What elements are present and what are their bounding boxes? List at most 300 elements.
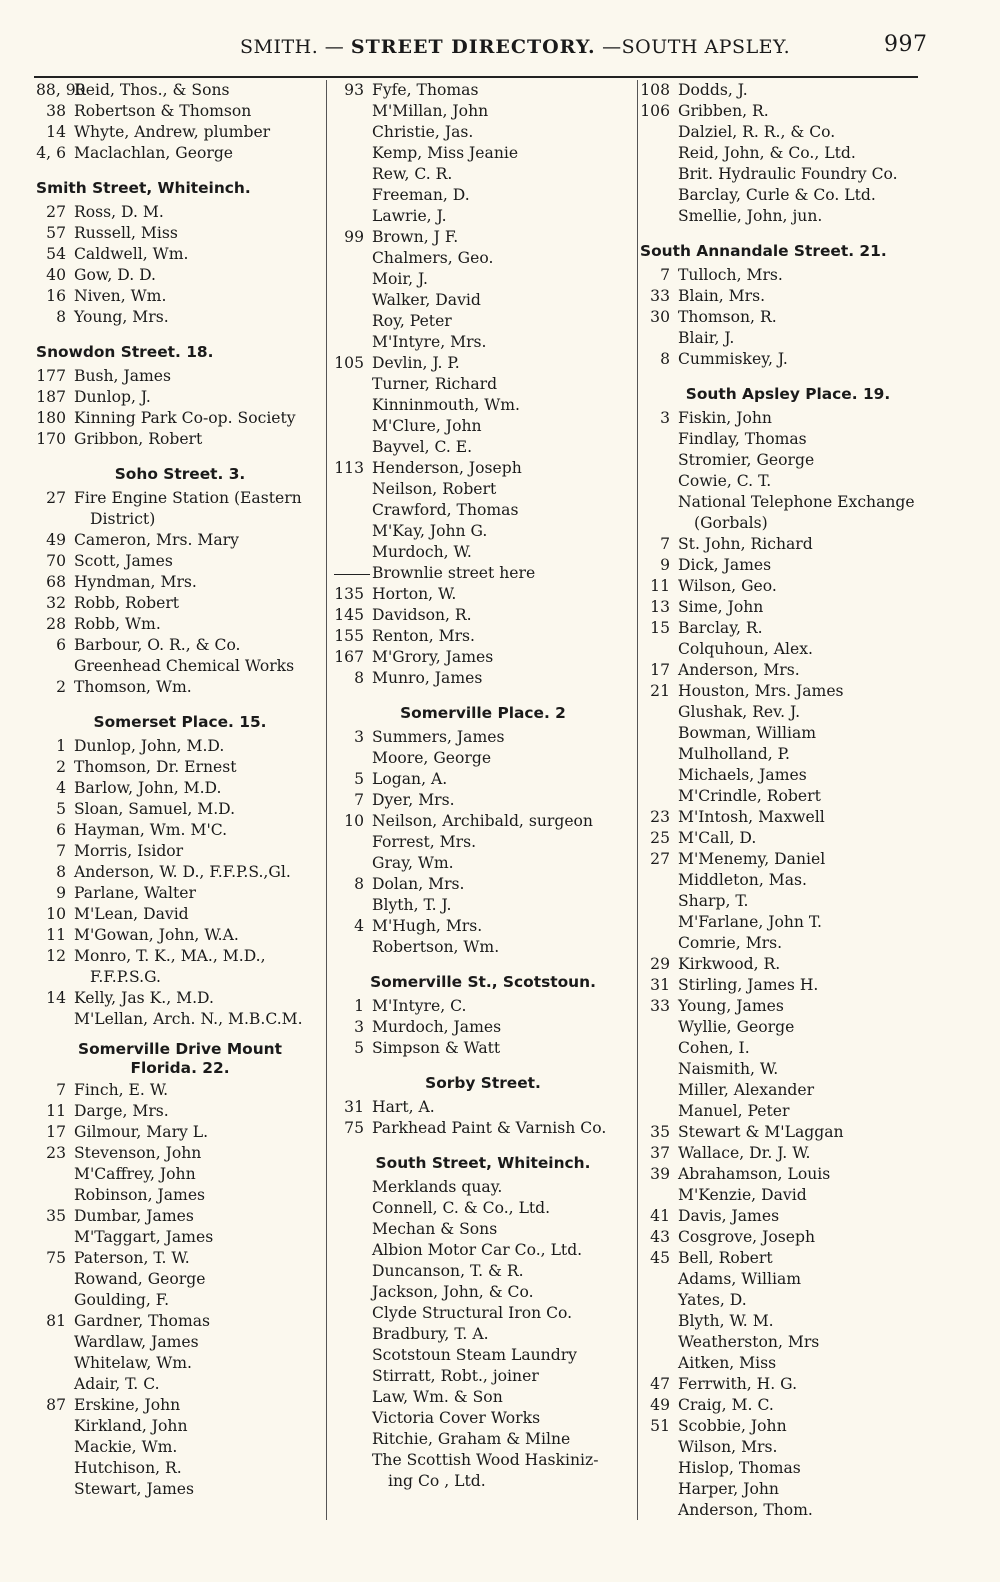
directory-entry (36, 614, 324, 635)
directory-entry (36, 946, 324, 967)
house-number: 21 (650, 682, 670, 700)
directory-entry (334, 584, 632, 605)
occupant-name: Comrie, Mrs. (678, 934, 783, 952)
occupant-name: Fiskin, John (678, 409, 772, 427)
occupant-name: Logan, A. (372, 770, 448, 788)
occupant-name: Cummiskey, J. (678, 350, 788, 368)
occupant-name: Hayman, Wm. M'C. (74, 821, 228, 839)
directory-entry (36, 1122, 324, 1143)
occupant-name: Blyth, W. M. (678, 1312, 774, 1330)
occupant-name: Hutchison, R. (74, 1459, 182, 1477)
directory-entry (334, 353, 632, 374)
directory-entry (640, 1332, 936, 1353)
occupant-name: Dunlop, John, M.D. (74, 737, 225, 755)
occupant-name: Dunlop, J. (74, 388, 151, 406)
occupant-name: Freeman, D. (372, 186, 470, 204)
occupant-name: Barclay, R. (678, 619, 763, 637)
directory-entry (36, 1290, 324, 1311)
house-number: 45 (650, 1249, 670, 1267)
directory-entry (334, 1198, 632, 1219)
directory-entry (334, 1240, 632, 1261)
directory-entry (334, 790, 632, 811)
house-number: 8 (56, 308, 66, 326)
house-number: 7 (354, 791, 364, 809)
occupant-name: Craig, M. C. (678, 1396, 774, 1414)
directory-entry (640, 870, 936, 891)
house-number: 25 (650, 829, 670, 847)
occupant-name: Bell, Robert (678, 1249, 773, 1267)
directory-entry (640, 828, 936, 849)
occupant-name: Wallace, Dr. J. W. (678, 1144, 811, 1162)
occupant-name: Houston, Mrs. James (678, 682, 844, 700)
directory-entry (334, 1429, 632, 1450)
directory-entry (640, 80, 936, 101)
occupant-name: M'Intyre, Mrs. (372, 333, 487, 351)
directory-entry (640, 576, 936, 597)
directory-entry (36, 265, 324, 286)
occupant-name: Kinninmouth, Wm. (372, 396, 520, 414)
directory-entry (640, 597, 936, 618)
directory-entry (334, 332, 632, 353)
occupant-name: Smellie, John, jun. (678, 207, 823, 225)
page-number: 997 (884, 32, 928, 57)
house-number: 13 (650, 598, 670, 616)
directory-entry (640, 1395, 936, 1416)
directory-entry (334, 668, 632, 689)
street-heading: South Apsley Place. 19. (685, 385, 891, 403)
occupant-name: Summers, James (372, 728, 505, 746)
house-number: 180 (36, 409, 66, 427)
directory-entry (640, 660, 936, 681)
directory-entry (640, 1290, 936, 1311)
occupant-name: National Telephone Exchange (678, 493, 915, 511)
entry-continuation (334, 1471, 632, 1492)
occupant-name: Aitken, Miss (678, 1354, 777, 1372)
house-number: 17 (46, 1123, 66, 1141)
directory-entry (334, 1387, 632, 1408)
column-1 (36, 80, 324, 1500)
house-number: 27 (650, 850, 670, 868)
occupant-name: M'Intyre, C. (372, 997, 467, 1015)
directory-entry (334, 626, 632, 647)
directory-entry (640, 786, 936, 807)
house-number: 7 (660, 266, 670, 284)
directory-entry (36, 572, 324, 593)
occupant-name: Adams, William (678, 1270, 802, 1288)
directory-entry (640, 1416, 936, 1437)
house-number: 8 (660, 350, 670, 368)
directory-entry (334, 227, 632, 248)
occupant-name: Barbour, O. R., & Co. (74, 636, 241, 654)
house-number: 37 (650, 1144, 670, 1162)
occupant-name: Brit. Hydraulic Foundry Co. (678, 165, 898, 183)
directory-entry (334, 479, 632, 500)
street-heading: Snowdon Street. 18. (36, 343, 214, 361)
occupant-name: Ross, D. M. (74, 203, 164, 221)
occupant-name: Hislop, Thomas (678, 1459, 801, 1477)
directory-entry (334, 916, 632, 937)
house-number: 41 (650, 1207, 670, 1225)
street-heading: South Street, Whiteinch. (375, 1154, 591, 1172)
occupant-name: Erskine, John (74, 1396, 181, 1414)
occupant-name: M'Farlane, John T. (678, 913, 822, 931)
directory-entry (36, 1479, 324, 1500)
directory-entry (36, 408, 324, 429)
occupant-name: Hyndman, Mrs. (74, 573, 197, 591)
occupant-name: M'Millan, John (372, 102, 489, 120)
directory-entry (640, 1437, 936, 1458)
directory-entry (640, 1101, 936, 1122)
occupant-name: Barlow, John, M.D. (74, 779, 222, 797)
entry-continuation (640, 513, 936, 534)
occupant-name: Sime, John (678, 598, 764, 616)
house-number: 8 (354, 669, 364, 687)
occupant-name: Rew, C. R. (372, 165, 453, 183)
house-number: 27 (46, 203, 66, 221)
directory-entry (334, 521, 632, 542)
occupant-name: Harper, John (678, 1480, 779, 1498)
house-number: 99 (344, 228, 364, 246)
directory-entry (640, 891, 936, 912)
directory-entry (36, 778, 324, 799)
directory-entry (334, 311, 632, 332)
occupant-name: Victoria Cover Works (372, 1409, 541, 1427)
running-head-right: —SOUTH APSLEY. (602, 36, 791, 58)
occupant-name: Moir, J. (372, 270, 428, 288)
occupant-name: Tulloch, Mrs. (678, 266, 783, 284)
entry-text: ing Co , Ltd. (388, 1472, 486, 1490)
occupant-name: Law, Wm. & Son (372, 1388, 503, 1406)
directory-entry (36, 1437, 324, 1458)
occupant-name: Wilson, Mrs. (678, 1438, 778, 1456)
directory-entry (640, 328, 936, 349)
occupant-name: Thomson, R. (678, 308, 777, 326)
column-divider (326, 80, 327, 1520)
occupant-name: Renton, Mrs. (372, 627, 476, 645)
directory-entry (334, 1324, 632, 1345)
occupant-name: M'Lean, David (74, 905, 189, 923)
occupant-name: Bayvel, C. E. (372, 438, 473, 456)
directory-entry (334, 937, 632, 958)
occupant-name: Dolan, Mrs. (372, 875, 465, 893)
occupant-name: Greenhead Chemical Works (74, 657, 295, 675)
house-number: 35 (650, 1123, 670, 1141)
directory-entry (334, 80, 632, 101)
column-3 (640, 80, 936, 1521)
occupant-name: Blair, J. (678, 329, 735, 347)
occupant-name: Cosgrove, Joseph (678, 1228, 815, 1246)
occupant-name: Bush, James (74, 367, 172, 385)
directory-entry (640, 534, 936, 555)
occupant-name: Murdoch, James (372, 1018, 502, 1036)
occupant-name: Cohen, I. (678, 1039, 750, 1057)
directory-entry (640, 1017, 936, 1038)
house-number: 145 (334, 606, 364, 624)
directory-entry (640, 265, 936, 286)
occupant-name: Merklands quay. (372, 1178, 503, 1196)
house-number: 17 (650, 661, 670, 679)
directory-entry (36, 101, 324, 122)
occupant-name: Chalmers, Geo. (372, 249, 494, 267)
house-number: 54 (46, 245, 66, 263)
directory-entry (640, 185, 936, 206)
directory-entry (334, 1097, 632, 1118)
directory-entry (334, 248, 632, 269)
directory-entry (334, 811, 632, 832)
house-number: 88, 90 (36, 81, 86, 99)
house-number: 8 (56, 863, 66, 881)
directory-entry (334, 1261, 632, 1282)
house-number: 108 (640, 81, 670, 99)
running-head-left: SMITH. — (240, 36, 345, 58)
occupant-name: Dick, James (678, 556, 772, 574)
house-number: 135 (334, 585, 364, 603)
directory-entry (640, 206, 936, 227)
occupant-name: Barclay, Curle & Co. Ltd. (678, 186, 876, 204)
house-number: 3 (660, 409, 670, 427)
occupant-name: Niven, Wm. (74, 287, 167, 305)
occupant-name: Jackson, John, & Co. (372, 1283, 534, 1301)
directory-entry (36, 1009, 324, 1030)
directory-entry (640, 996, 936, 1017)
occupant-name: Gray, Wm. (372, 854, 454, 872)
directory-entry (36, 1395, 324, 1416)
occupant-name: Kelly, Jas K., M.D. (74, 989, 214, 1007)
directory-entry (36, 1101, 324, 1122)
house-number: 9 (56, 884, 66, 902)
directory-entry (640, 555, 936, 576)
directory-entry (36, 1416, 324, 1437)
directory-entry (334, 416, 632, 437)
occupant-name: Ferrwith, H. G. (678, 1375, 798, 1393)
occupant-name: Dyer, Mrs. (372, 791, 455, 809)
occupant-name: Yates, D. (678, 1291, 747, 1309)
page-header (0, 24, 1000, 64)
occupant-name: Michaels, James (678, 766, 807, 784)
occupant-name: Wardlaw, James (74, 1333, 199, 1351)
directory-entry (334, 437, 632, 458)
occupant-name: Simpson & Watt (372, 1039, 501, 1057)
house-number: 113 (334, 459, 364, 477)
directory-entry (640, 1059, 936, 1080)
directory-entry (640, 492, 936, 513)
directory-entry (36, 1332, 324, 1353)
directory-entry (334, 500, 632, 521)
directory-entry (640, 307, 936, 328)
occupant-name: Wilson, Geo. (678, 577, 777, 595)
directory-entry (36, 387, 324, 408)
directory-entry (334, 101, 632, 122)
directory-entry (640, 1080, 936, 1101)
directory-entry (334, 185, 632, 206)
street-heading: Somerville Drive Mount Florida. 22. (77, 1040, 282, 1077)
occupant-name: Robb, Wm. (74, 615, 161, 633)
house-number: 23 (46, 1144, 66, 1162)
directory-entry (334, 1282, 632, 1303)
house-number: 1 (354, 997, 364, 1015)
occupant-name: M'Crindle, Robert (678, 787, 821, 805)
house-number: 16 (46, 287, 66, 305)
house-number: 7 (56, 842, 66, 860)
directory-entry (640, 1269, 936, 1290)
directory-entry (640, 618, 936, 639)
occupant-name: Christie, Jas. (372, 123, 474, 141)
occupant-name: Murdoch, W. (372, 543, 472, 561)
occupant-name: Lawrie, J. (372, 207, 447, 225)
directory-entry (36, 656, 324, 677)
occupant-name: Dalziel, R. R., & Co. (678, 123, 836, 141)
occupant-name: Mackie, Wm. (74, 1438, 178, 1456)
directory-entry (36, 841, 324, 862)
directory-entry (36, 677, 324, 698)
occupant-name: Robinson, James (74, 1186, 206, 1204)
house-number: 11 (650, 577, 670, 595)
occupant-name: Wyllie, George (678, 1018, 795, 1036)
occupant-name: Paterson, T. W. (74, 1249, 190, 1267)
directory-entry (36, 1374, 324, 1395)
occupant-name: Whitelaw, Wm. (74, 1354, 193, 1372)
directory-entry (334, 1366, 632, 1387)
house-number: 12 (46, 947, 66, 965)
directory-entry (640, 429, 936, 450)
occupant-name: Scott, James (74, 552, 173, 570)
house-number: 27 (46, 489, 66, 507)
directory-entry (334, 647, 632, 668)
occupant-name: Walker, David (372, 291, 481, 309)
house-number: 11 (46, 926, 66, 944)
house-number: 39 (650, 1165, 670, 1183)
occupant-name: Duncanson, T. & R. (372, 1262, 524, 1280)
directory-entry (334, 1303, 632, 1324)
directory-entry (640, 975, 936, 996)
occupant-name: Munro, James (372, 669, 483, 687)
directory-entry (640, 1479, 936, 1500)
column-2 (334, 80, 632, 1492)
occupant-name: Davis, James (678, 1207, 780, 1225)
directory-entry (36, 307, 324, 328)
occupant-name: Russell, Miss (74, 224, 178, 242)
occupant-name: Morris, Isidor (74, 842, 184, 860)
directory-entry (36, 286, 324, 307)
directory-entry (640, 1164, 936, 1185)
directory-entry (334, 1450, 632, 1471)
occupant-name: M'Kenzie, David (678, 1186, 807, 1204)
occupant-name: Adair, T. C. (74, 1375, 160, 1393)
directory-entry (36, 244, 324, 265)
directory-entry (334, 895, 632, 916)
house-number: 38 (46, 102, 66, 120)
directory-entry (36, 1143, 324, 1164)
street-note (334, 563, 632, 584)
directory-entry (640, 1500, 936, 1521)
directory-entry (640, 1143, 936, 1164)
directory-entry (36, 757, 324, 778)
occupant-name: M'Caffrey, John (74, 1165, 196, 1183)
directory-entry (36, 988, 324, 1009)
house-number: 87 (46, 1396, 66, 1414)
directory-entry (36, 736, 324, 757)
house-number: 68 (46, 573, 66, 591)
occupant-name: Sloan, Samuel, M.D. (74, 800, 236, 818)
running-head-center: STREET DIRECTORY. (350, 36, 596, 58)
directory-entry (334, 143, 632, 164)
street-heading: Smith Street, Whiteinch. (36, 179, 251, 197)
directory-entry (640, 286, 936, 307)
directory-entry (334, 1118, 632, 1139)
house-number: 75 (46, 1249, 66, 1267)
occupant-name: Henderson, Joseph (372, 459, 522, 477)
directory-entry (36, 143, 324, 164)
directory-entry (640, 1122, 936, 1143)
directory-entry (36, 488, 324, 509)
house-number: 187 (36, 388, 66, 406)
directory-entry (334, 605, 632, 626)
header-rule (34, 76, 918, 78)
house-number: 5 (354, 770, 364, 788)
occupant-name: Kinning Park Co-op. Society (74, 409, 296, 427)
house-number: 23 (650, 808, 670, 826)
occupant-name: Darge, Mrs. (74, 1102, 169, 1120)
occupant-name: M'Intosh, Maxwell (678, 808, 825, 826)
directory-entry (334, 206, 632, 227)
street-heading: South Annandale Street. 21. (640, 242, 887, 260)
occupant-name: Mulholland, P. (678, 745, 790, 763)
occupant-name: Ritchie, Graham & Milne (372, 1430, 571, 1448)
occupant-name: M'Grory, James (372, 648, 494, 666)
directory-entry (640, 1311, 936, 1332)
occupant-name: Scobbie, John (678, 1417, 787, 1435)
occupant-name: Glushak, Rev. J. (678, 703, 801, 721)
occupant-name: Weatherston, Mrs (678, 1333, 820, 1351)
directory-entry (334, 769, 632, 790)
house-number: 49 (46, 531, 66, 549)
house-number: 28 (46, 615, 66, 633)
directory-entry (640, 681, 936, 702)
occupant-name: Bradbury, T. A. (372, 1325, 489, 1343)
house-number: 4 (56, 779, 66, 797)
occupant-name: Anderson, Mrs. (678, 661, 800, 679)
directory-entry (334, 853, 632, 874)
house-number: 5 (56, 800, 66, 818)
directory-entry (334, 1408, 632, 1429)
directory-entry (334, 395, 632, 416)
occupant-name: Findlay, Thomas (678, 430, 807, 448)
occupant-name: M'Menemy, Daniel (678, 850, 826, 868)
occupant-name: Hart, A. (372, 1098, 435, 1116)
directory-entry (640, 349, 936, 370)
house-number: 3 (354, 728, 364, 746)
directory-entry (36, 904, 324, 925)
occupant-name: Gribben, R. (678, 102, 769, 120)
directory-entry (334, 727, 632, 748)
occupant-name: Cowie, C. T. (678, 472, 772, 490)
directory-entry (640, 122, 936, 143)
occupant-name: Fyfe, Thomas (372, 81, 479, 99)
house-number: 30 (650, 308, 670, 326)
directory-entry (36, 1353, 324, 1374)
entry-text: District) (90, 510, 156, 528)
house-number: 4 (354, 917, 364, 935)
house-number: 11 (46, 1102, 66, 1120)
house-number: 105 (334, 354, 364, 372)
directory-entry (640, 471, 936, 492)
house-number: 31 (344, 1098, 364, 1116)
house-number: 6 (56, 636, 66, 654)
house-number: 47 (650, 1375, 670, 1393)
directory-entry (640, 164, 936, 185)
directory-entry (36, 1185, 324, 1206)
occupant-name: M'Kay, John G. (372, 522, 488, 540)
